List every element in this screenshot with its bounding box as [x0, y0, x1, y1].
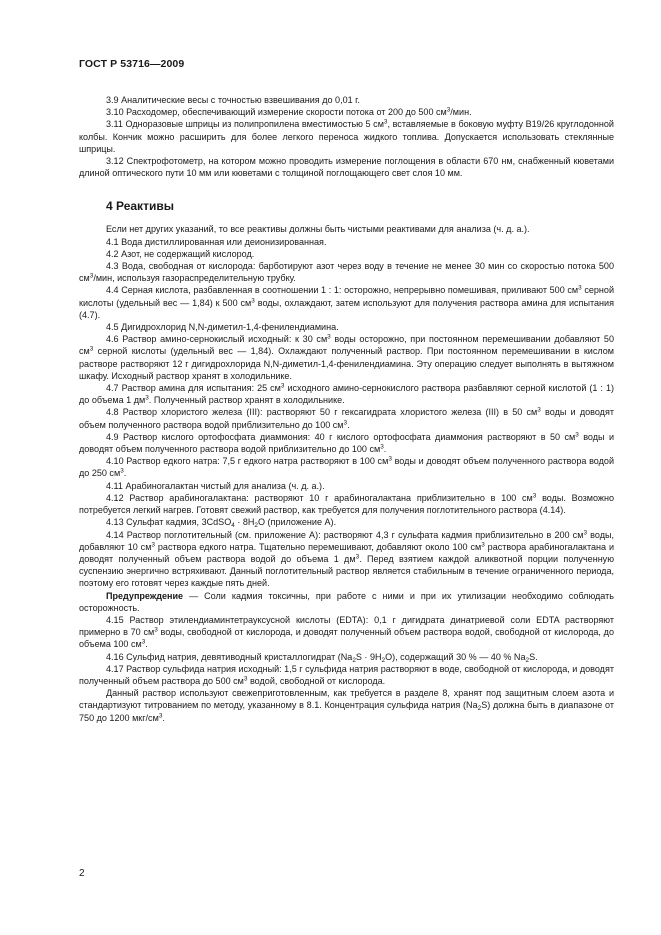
paragraph-3-12: 3.12 Спектрофотометр, на котором можно проводить измерение поглощения в области 670 нм, снабженный кюветами длиной оптического пути 10 мм или кюветами с толщиной поглощающего свет слоя 10 мм.	[79, 156, 614, 179]
paragraph-4-14: 4.14 Раствор поглотительный (см. приложение А): растворяют 4,3 г сульфата кадмия приблизительно в 200 $см^3$ воды, добавляют 10 $см^3$ раствора едкого натра. Тщательно перемешивают, добавляют около 100 $см^3$ раствора арабиногалактана и доводят полученный объем раствора водой до объема 1 $дм^3$. Перед взятием каждой аликвотной порции полученную суспензию энергично встряхивают. Данный поглотительный раствор является стабильным в течение ограниченного периода, поэтому его готовят через каждые пять дней.	[79, 529, 614, 589]
paragraph-4-16: 4.16 Сульфид натрия, девятиводный кристаллогидрат $(Na_2S \cdot 9H_2O)$, содержащий 30 % — 40 % $Na_2S$.	[106, 651, 538, 664]
document-header: ГОСТ Р 53716—2009	[79, 58, 185, 70]
paragraph-4-6: 4.6 Раствор амино-сернокислый исходный: к 30 $см^3$ воды осторожно, при постоянном перемешивании добавляют 50 $см^3$ серной кислоты (удельный вес — 1,84). Охлаждают полученный раствор. При постоянном перемешивании в кислом растворе растворяют 12 г дигидрохлорида N,N-диметил-1,4-фенилендиамина. Эту операцию следует выполнять в вытяжном шкафу. Исходный раствор хранят в холодильнике.	[79, 333, 614, 381]
paragraph-4-4: 4.4 Серная кислота, разбавленная в соотношении 1 : 1: осторожно, непрерывно помешивая, приливают 500 $см^3$ серной кислоты (удельный вес — 1,84) к 500 $см^3$ воды, охлаждают, затем используют для получения раствора амина для испытания (4.7).	[79, 285, 615, 320]
paragraph-reagents-intro: Если нет других указаний, то все реактивы должны быть чистыми реактивами для анализа (ч. д. а.).	[106, 224, 530, 235]
paragraph-4-5: 4.5 Дигидрохлорид N,N-диметил-1,4-фенилендиамина.	[106, 322, 339, 333]
paragraph-4-17: 4.17 Раствор сульфида натрия исходный: 1,5 г сульфида натрия растворяют в воде, свободной от кислорода, и доводят полученный объем раствора до 500 $см^3$ водой, свободной от кислорода.	[79, 663, 614, 686]
page-number: 2	[79, 868, 85, 879]
paragraph-4-9: 4.9 Раствор кислого ортофосфата диаммония: 40 г кислого ортофосфата диаммония растворяют в 50 $см^3$ воды и доводят объем полученного раствора водой приблизительно до 100 $см^3$.	[79, 431, 615, 455]
paragraph-4-12: 4.12 Раствор арабиногалактана: растворяют 10 г арабиногалактана приблизительно в 100 $см^3$ воды. Возможно потребуется легкий нагрев. Готовят свежий раствор, как требуется для получения поглотительного раствора (4.14).	[79, 492, 614, 516]
section-title-reagents: 4 Реактивы	[106, 199, 174, 214]
warning-text: — Соли кадмия токсичны, при работе с ними и при их утилизации необходимо соблюдать осторожность.	[79, 590, 614, 613]
paragraph-4-8: 4.8 Раствор хлористого железа (III): растворяют 50 г гексагидрата хлористого железа (III) в 50 $см^3$ воды и доводят объем полученного раствора водой приблизительно до 100 $см^3$.	[79, 407, 614, 430]
warning-label: Предупреждение	[106, 590, 184, 601]
paragraph-4-17-note: Данный раствор используют свежеприготовленным, как требуется в разделе 8, хранят под защитным слоем азота и стандартизуют титрованием по методу, указанному в 8.1. Концентрация сульфида натрия $(Na_2S)$ должна быть в диапазоне от 750 до 1200 мкг/$см^3$.	[79, 688, 614, 723]
paragraph-warning	[79, 590, 614, 614]
paragraph-4-10: 4.10 Раствор едкого натра: 7,5 г едкого натра растворяют в 100 $см^3$ воды и доводят объем полученного раствора водой до 250 $см^3$.	[79, 455, 614, 479]
document-body	[79, 94, 614, 724]
paragraph-4-7: 4.7 Раствор амина для испытания: 25 $см^3$ исходного амино-сернокислого раствора разбавляют серной кислотой (1 : 1) до объема 1 $дм^3$. Полученный раствор хранят в холодильнике.	[79, 382, 614, 406]
paragraph-4-2: 4.2 Азот, не содержащий кислород.	[106, 248, 255, 259]
paragraph-4-11: 4.11 Арабиногалактан чистый для анализа (ч. д. а.).	[106, 480, 325, 491]
paragraph-4-1: 4.1 Вода дистиллированная или деионизированная.	[106, 236, 327, 247]
paragraph-3-11: 3.11 Одноразовые шприцы из полипропилена вместимостью 5 $см^3$, вставляемые в боковую муфту В19/26 круглодонной колбы. Кончик можно расширить для более легкого переноса жидкого топлива. Допускается использовать стеклянные шприцы.	[79, 119, 614, 154]
paragraph-3-10: 3.10 Расходомер, обеспечивающий измерение скорости потока от 200 до 500 $см^3$/мин.	[106, 106, 472, 118]
paragraph-4-3: 4.3 Вода, свободная от кислорода: барботируют азот через воду в течение не менее 30 мин со скоростью потока 500 $см^3$/мин, используя газораспределительную трубку.	[79, 261, 614, 284]
paragraph-3-9: 3.9 Аналитические весы с точностью взвешивания до 0,01 г.	[106, 95, 360, 105]
paragraph-4-15: 4.15 Раствор этилендиаминтетрауксусной кислоты (EDTA): 0,1 г дигидрата динатриевой соли EDTA растворяют примерно в 70 $см^3$ воды, свободной от кислорода, и доводят полученный объем раствора водой, свободной от кислорода, до объема 100 $см^3$.	[79, 614, 614, 650]
paragraph-4-13: 4.13 Сульфат кадмия, 3CdSO$_4$ · $8H_2O$ (приложение А).	[106, 517, 337, 530]
